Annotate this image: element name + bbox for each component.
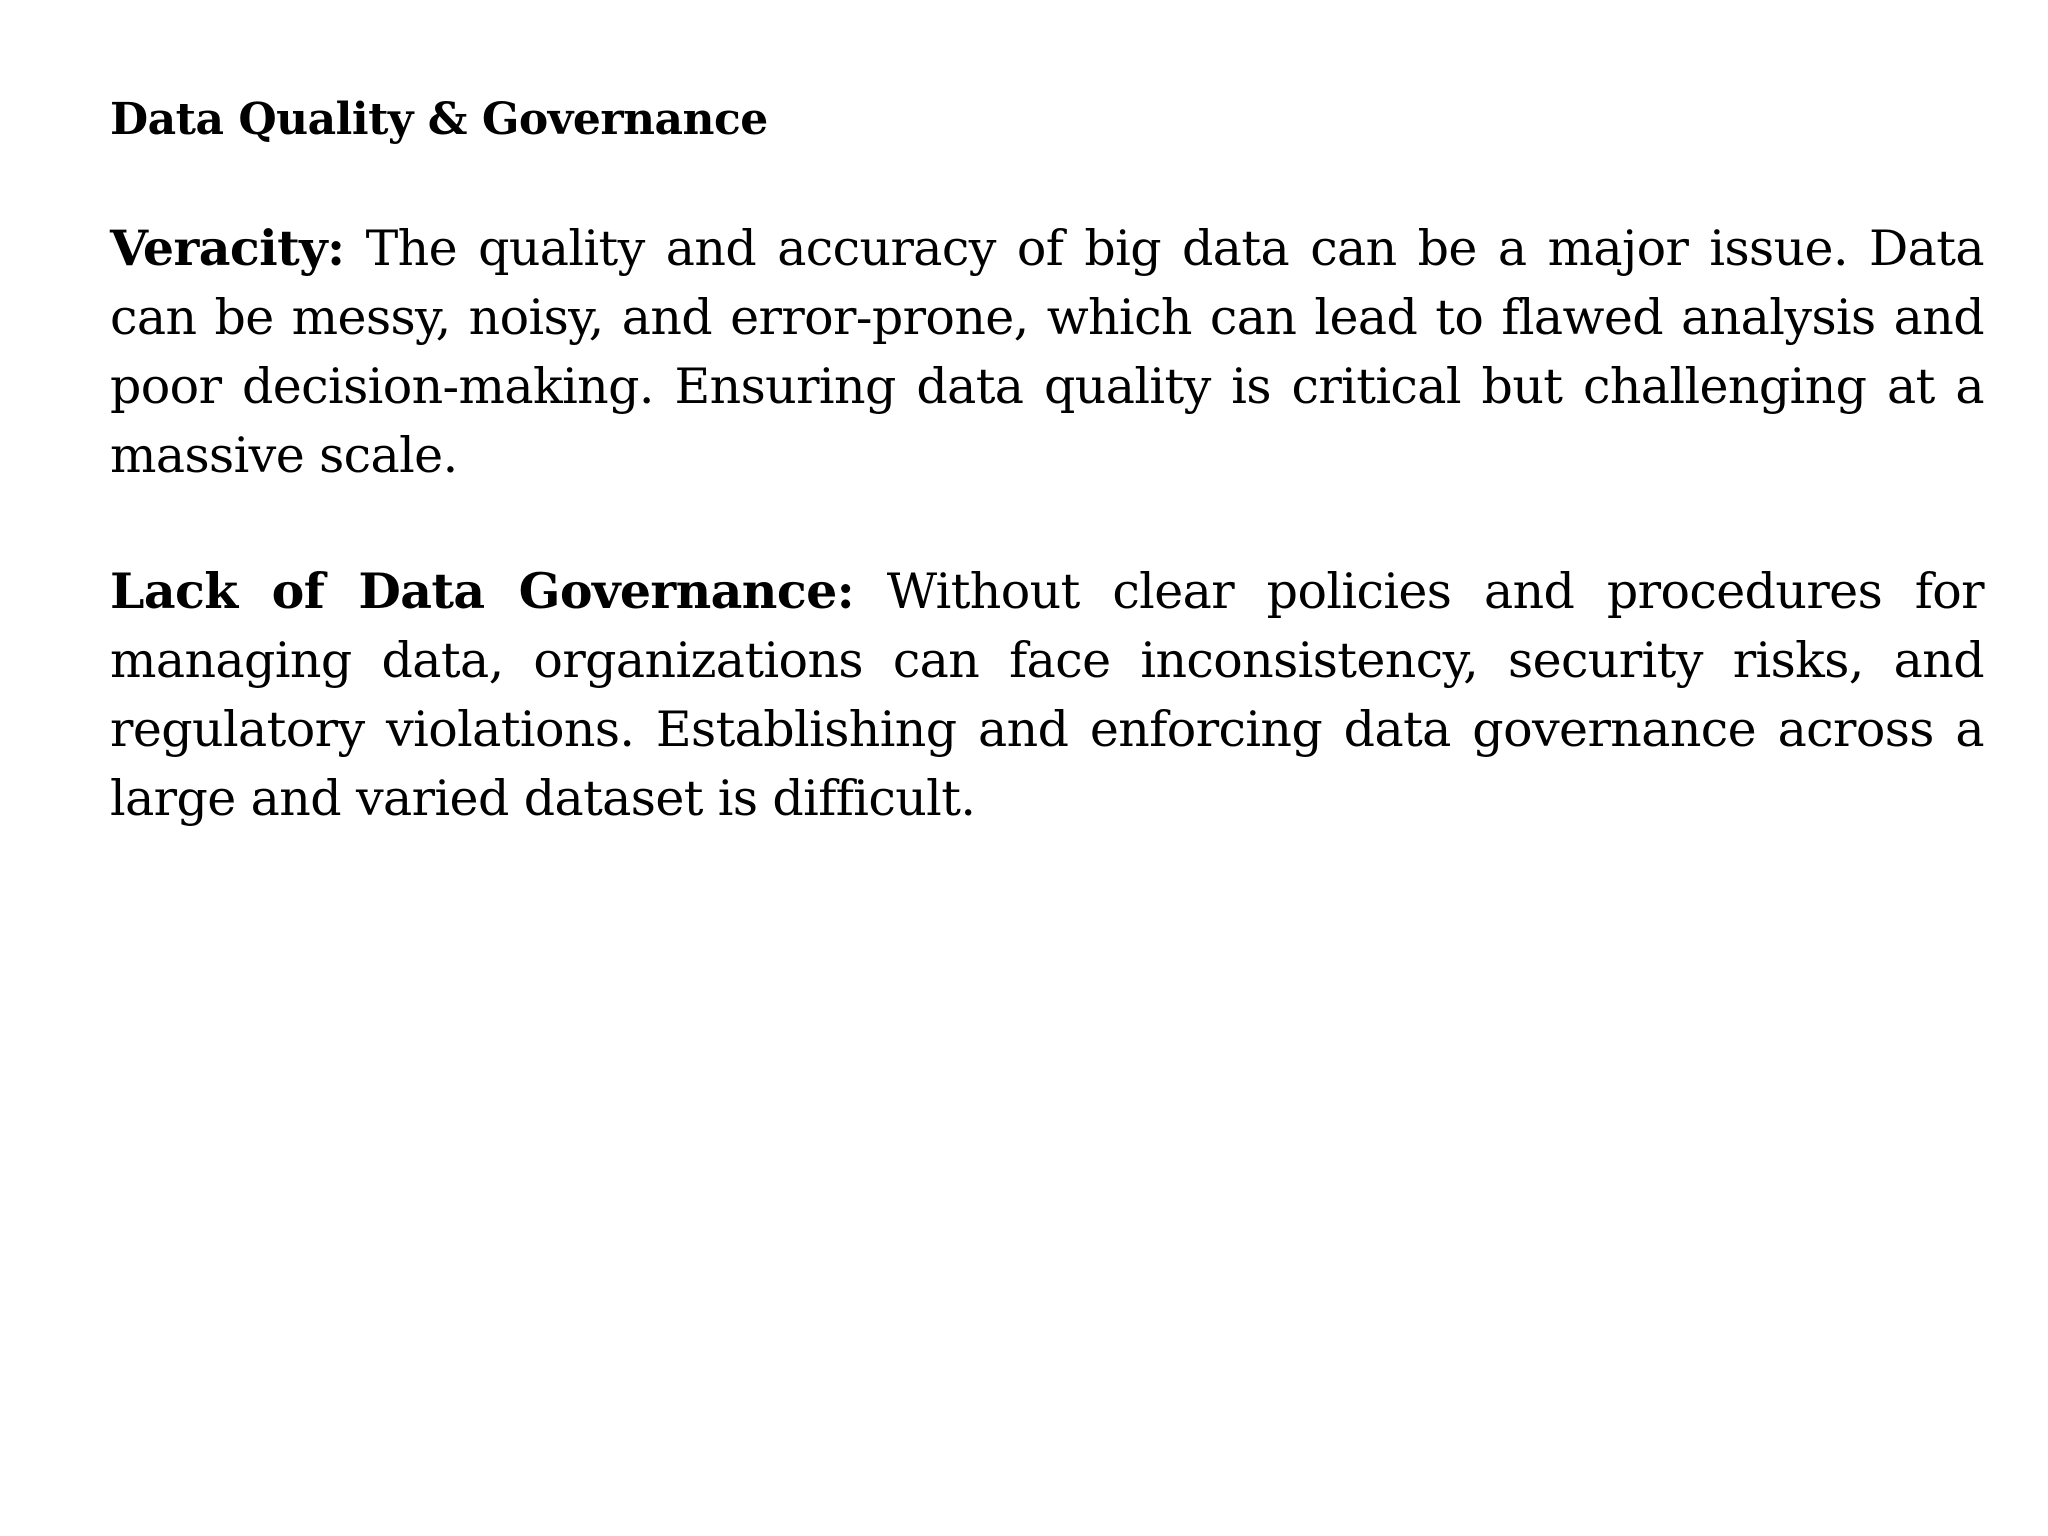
veracity-paragraph	[110, 214, 1984, 490]
data-governance-term: Lack of Data Governance:	[110, 562, 855, 620]
data-governance-paragraph	[110, 557, 1984, 833]
section-heading: Data Quality & Governance	[110, 94, 768, 145]
veracity-text: The quality and accuracy of big data can be a major issue. Data can be messy, noisy, and error-prone, which can lead to flawed analysis and poor decision-making. Ensuring data quality is critical but challenging at a massive scale.	[110, 220, 1984, 484]
data-governance-text: Without clear policies and procedures for managing data, organizations can face inconsistency, security risks, and regulatory violations. Establishing and enforcing data governance across a large and varied dataset is difficult.	[110, 563, 1984, 827]
veracity-term: Veracity:	[110, 219, 345, 277]
